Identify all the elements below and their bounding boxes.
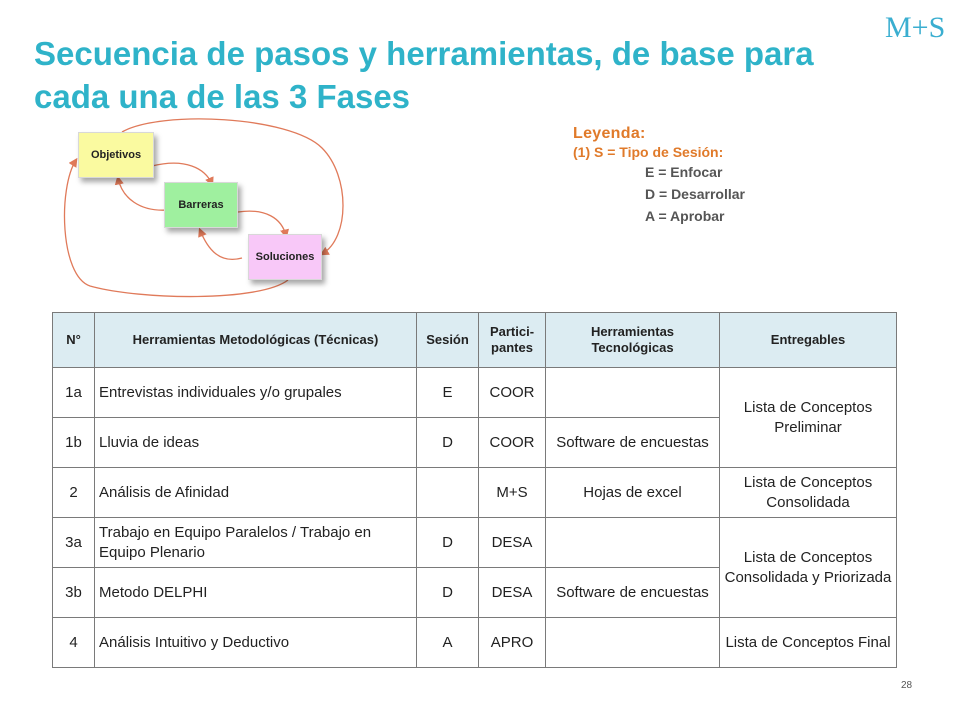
col-header-numero: N° [53, 313, 95, 368]
slide-title: Secuencia de pasos y herramientas, de base para cada una de las 3 Fases [34, 35, 814, 115]
cell-sesion: A [417, 618, 479, 668]
cell-tecnologicas [546, 368, 720, 418]
col-header-participantes: Partici-pantes [479, 313, 546, 368]
cell-tecnologicas [546, 518, 720, 568]
cell-numero: 1a [53, 368, 95, 418]
col-header-herramientas-tecnologicas: Herramientas Tecnológicas [546, 313, 720, 368]
col-header-herramientas-metodologicas: Herramientas Metodológicas (Técnicas) [95, 313, 417, 368]
table-header-row [53, 313, 897, 368]
col-header-sesion: Sesión [417, 313, 479, 368]
cell-participantes: M+S [479, 468, 546, 518]
tools-table-wrapper [52, 312, 898, 671]
legend [573, 125, 745, 227]
cell-numero: 3b [53, 568, 95, 618]
legend-item-aprobar: A = Aprobar [645, 208, 725, 224]
cell-herramienta: Análisis Intuitivo y Deductivo [95, 618, 417, 668]
barreras-box: Barreras [164, 182, 238, 228]
cell-entregables: Lista de Conceptos Consolidada [720, 468, 897, 518]
table-row [53, 368, 897, 418]
cell-herramienta: Análisis de Afinidad [95, 468, 417, 518]
cell-herramienta: Metodo DELPHI [95, 568, 417, 618]
cell-tecnologicas: Software de encuestas [546, 418, 720, 468]
cell-participantes: COOR [479, 368, 546, 418]
objetivos-box: Objetivos [78, 132, 154, 178]
cell-participantes: DESA [479, 568, 546, 618]
soluciones-box: Soluciones [248, 234, 322, 280]
cell-numero: 1b [53, 418, 95, 468]
tools-table [52, 312, 897, 668]
cell-participantes: DESA [479, 518, 546, 568]
cell-tecnologicas: Software de encuestas [546, 568, 720, 618]
page-number: 28 [901, 680, 913, 691]
col-header-entregables: Entregables [720, 313, 897, 368]
legend-subheading: (1) S = Tipo de Sesión: [573, 144, 724, 160]
table-row [53, 468, 897, 518]
ms-logo: M+S [885, 11, 946, 44]
cell-herramienta: Trabajo en Equipo Paralelos / Trabajo en Equipo Plenario [95, 518, 417, 568]
cell-herramienta: Lluvia de ideas [95, 418, 417, 468]
cell-herramienta: Entrevistas individuales y/o grupales [95, 368, 417, 418]
legend-heading: Leyenda: [573, 125, 646, 142]
cell-entregables: Lista de Conceptos Preliminar [720, 368, 897, 468]
cell-numero: 3a [53, 518, 95, 568]
cell-participantes: COOR [479, 418, 546, 468]
legend-item-desarrollar: D = Desarrollar [645, 186, 745, 202]
cell-tecnologicas: Hojas de excel [546, 468, 720, 518]
table-row [53, 518, 897, 568]
cell-sesion: D [417, 568, 479, 618]
table-row [53, 618, 897, 668]
cell-sesion [417, 468, 479, 518]
cell-numero: 2 [53, 468, 95, 518]
cell-sesion: E [417, 368, 479, 418]
cell-tecnologicas [546, 618, 720, 668]
cell-sesion: D [417, 518, 479, 568]
cell-entregables: Lista de Conceptos Final [720, 618, 897, 668]
cell-numero: 4 [53, 618, 95, 668]
cell-entregables: Lista de Conceptos Consolidada y Priorizada [720, 518, 897, 618]
legend-item-enfocar: E = Enfocar [645, 164, 723, 180]
cell-participantes: APRO [479, 618, 546, 668]
cell-sesion: D [417, 418, 479, 468]
